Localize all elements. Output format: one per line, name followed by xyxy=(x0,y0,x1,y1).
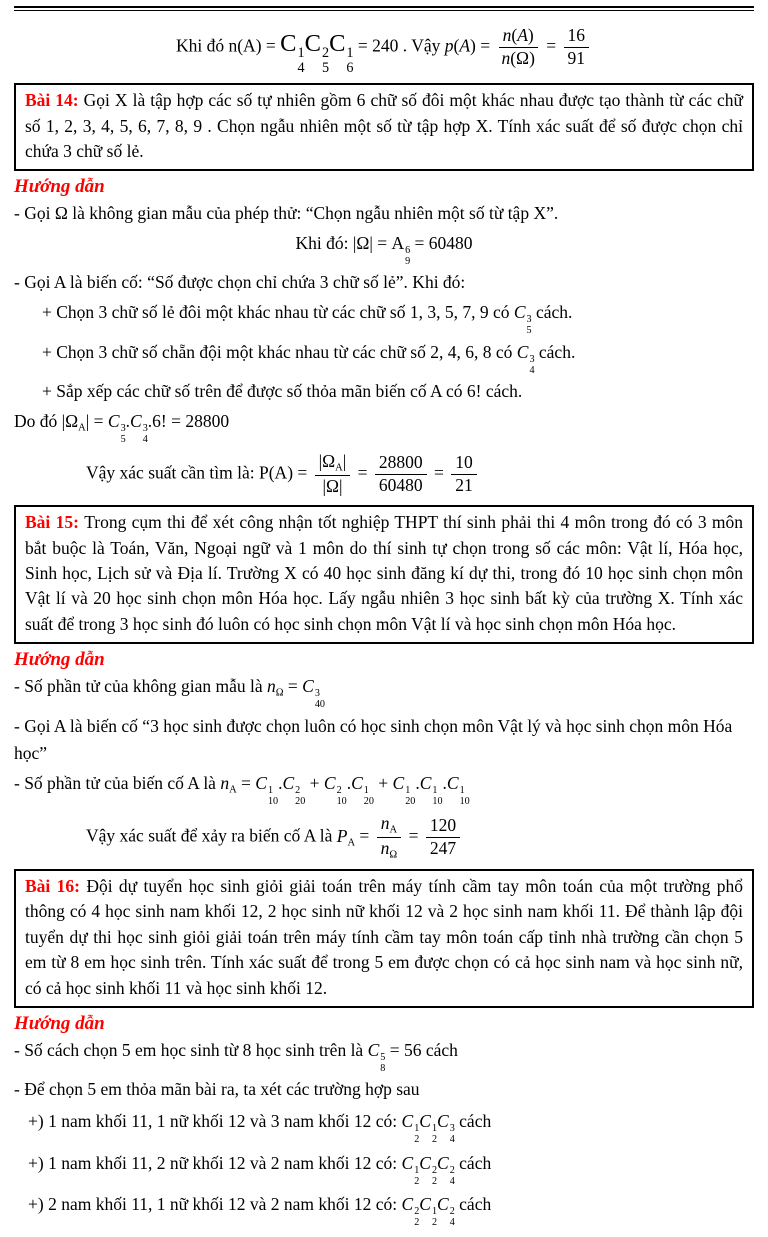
text-run: - Gọi A là biến cố “3 học sinh được chọn luôn có học sinh chọn môn Vật lý và học sinh chọn môn Hóa học” xyxy=(14,715,733,764)
text-run: 21 xyxy=(455,475,473,496)
problem-box-bai-16 xyxy=(14,869,754,1008)
fraction-denominator xyxy=(497,48,538,70)
text-run: C 3 40 xyxy=(302,676,325,710)
fraction-numerator xyxy=(315,451,351,476)
text-run: 10 xyxy=(455,452,473,473)
script-stack: 2 4 xyxy=(449,1164,455,1187)
text-run: ) = xyxy=(470,35,495,56)
script-stack: 5 8 xyxy=(380,1052,386,1074)
text-run: +) 1 nam khối 11, 1 nữ khối 12 và 3 nam khối 12 có: xyxy=(28,1111,402,1132)
fraction-numerator xyxy=(377,813,401,838)
text-run: - Để chọn 5 em thỏa mãn bài ra, ta xét các trường hợp sau xyxy=(14,1079,420,1100)
script-stack: 3 40 xyxy=(314,688,325,710)
text-run: ( xyxy=(453,35,460,56)
fraction xyxy=(426,815,460,860)
text-run: = xyxy=(404,825,423,846)
script-stack: 3 4 xyxy=(529,353,535,376)
fraction xyxy=(315,451,351,498)
fraction-denominator xyxy=(377,838,402,862)
script-stack: 1 2 xyxy=(431,1206,438,1229)
text-run: C 3 5 xyxy=(107,410,126,445)
problem-text: Đội dự tuyển học sinh giỏi giải toán trên máy tính cầm tay môn toán của một trường phổ thông có 4 học sinh nam khối 12, 2 học sinh nữ khối 12 và 2 học sinh nam khối 11. Để thành lập đội tuyển dự thi học sinh giỏi giải toán trên máy tính cầm tay môn toán cấp tỉnh nhà trường cần chọn 5 em từ 8 em học sinh trên. Tính xác suất để trong 5 em được chọn có cả học sinh nam và học sinh nữ, có cả học sinh khối 11 và học sinh khối 12. xyxy=(25,876,743,998)
text-run: $n_A$ xyxy=(220,772,237,796)
script-stack: 1 2 xyxy=(414,1164,420,1187)
text-run: cách xyxy=(454,1194,492,1215)
text-run: = xyxy=(355,825,374,846)
text-run: ) xyxy=(527,25,534,45)
problem-label: Bài 16: xyxy=(25,876,87,896)
text-run: C 3 5 xyxy=(513,302,532,337)
text-run: C 3 4 xyxy=(130,410,148,445)
text-run: C 3 4 xyxy=(516,341,535,376)
fraction-numerator xyxy=(451,452,477,475)
text-run: ) xyxy=(529,47,535,68)
text-run: + xyxy=(373,772,393,793)
text-run: p xyxy=(444,35,454,56)
text-run: cách xyxy=(454,1152,492,1173)
fraction-denominator xyxy=(375,475,427,497)
hint-14-line-4 xyxy=(14,299,754,337)
text-run: | = xyxy=(85,410,108,431)
text-run: C 2 20 xyxy=(282,772,306,807)
text-run: .6! = 28800 xyxy=(147,410,230,431)
text-run: A xyxy=(459,35,471,56)
fraction xyxy=(497,25,538,70)
fraction-denominator xyxy=(451,475,477,497)
hint-14-line-7 xyxy=(14,408,754,446)
text-run: 120 xyxy=(429,815,457,836)
text-run: + Chọn 3 chữ số chẵn đội một khác nhau từ các chữ số 2, 4, 6, 8 có xyxy=(42,341,517,362)
script-stack: 1 4 xyxy=(297,45,305,77)
script-stack: 2 2 xyxy=(414,1206,420,1229)
text-run: = xyxy=(283,676,303,696)
fraction xyxy=(564,25,590,70)
fraction-denominator xyxy=(564,48,590,70)
text-run: C 2 2 xyxy=(419,1152,438,1187)
text-run: - Gọi Ω là không gian mẫu của phép thử: “Chọn ngẫu nhiên một số từ tập X”. xyxy=(14,203,559,224)
text-run: C 1 10 xyxy=(255,772,279,807)
text-run: C 1 20 xyxy=(351,772,374,807)
hint-14-line-3 xyxy=(14,269,754,297)
hint-14-line-2 xyxy=(14,230,754,268)
text-run: = 240 . Vậy xyxy=(353,35,445,56)
text-run: Vậy xác suất để xảy ra biến cố A là xyxy=(86,825,337,846)
fraction xyxy=(451,452,477,497)
hint-15-line-3 xyxy=(14,770,754,808)
problem-label: Bài 15: xyxy=(25,512,85,533)
hint-16-line-4 xyxy=(14,1148,754,1188)
text-run: C 2 4 xyxy=(437,1152,455,1187)
script-stack: 2 2 xyxy=(431,1164,438,1187)
text-run: $|\Omega_A$ xyxy=(61,410,86,434)
text-run: - Số phần tử của không gian mẫu là xyxy=(14,676,267,696)
text-run: 16 xyxy=(567,25,586,45)
fraction-denominator xyxy=(318,476,346,498)
text-run: . xyxy=(415,772,420,793)
text-run: $P_A$ xyxy=(336,825,356,849)
text-run: + xyxy=(305,772,324,793)
text-run: $|\Omega_A$ xyxy=(318,451,343,475)
text-run: . xyxy=(442,772,447,793)
text-run: A xyxy=(517,25,528,45)
text-run: $n_\Omega$ xyxy=(380,838,398,861)
text-run: C 1 4 xyxy=(280,30,305,77)
problem-text: Trong cụm thi để xét công nhận tốt nghiệp THPT thí sinh phải thi 4 môn trong đó có 3 môn bắt buộc là Toán, Văn, Ngoại ngữ và 1 môn do thí sinh tự chọn trong số các môn: Vật lí, Hóa học, Sinh học, Lịch sử và Địa lí. Trường X có 40 học sinh đăng kí dự thi, trong đó 10 học sinh chọn môn Vật lí và 20 học sinh chọn môn Hóa học. Lấy ngẫu nhiên 3 học sinh bất kỳ của trường X. Tính xác suất để trong 3 học sinh đó luôn có học sinh chọn môn Vật lí và học sinh chọn môn Hóa học. xyxy=(25,512,743,634)
fraction-numerator xyxy=(375,452,427,475)
text-run: 28800 xyxy=(378,452,423,473)
script-stack: 1 10 xyxy=(459,785,470,807)
hint-16-line-3 xyxy=(14,1106,754,1146)
script-stack: 1 6 xyxy=(346,45,354,77)
text-run: $n_A$ xyxy=(380,813,398,837)
text-run: cách xyxy=(454,1111,492,1132)
text-run: . xyxy=(346,772,352,793)
script-stack: 1 10 xyxy=(267,785,279,807)
text-run: = xyxy=(353,462,372,483)
hint-16-line-1 xyxy=(14,1037,754,1075)
hint-14-line-1 xyxy=(14,200,754,228)
text-run: A 6 9 xyxy=(391,232,411,267)
text-run: $n_\Omega$ xyxy=(266,676,284,699)
text-run: C 1 6 xyxy=(329,30,354,77)
text-run: = 60480 xyxy=(410,232,473,253)
hint-heading-bai-15: Hướng dẫn xyxy=(14,649,105,670)
script-stack: 2 4 xyxy=(449,1206,455,1229)
fraction-numerator xyxy=(564,25,590,48)
problem-box-bai-15 xyxy=(14,505,754,644)
text-run: C 1 2 xyxy=(401,1152,420,1187)
script-stack: 3 4 xyxy=(142,423,148,445)
text-run: +) 2 nam khối 11, 1 nữ khối 12 và 2 nam khối 12 có: xyxy=(28,1194,402,1215)
text-run: cách. xyxy=(534,341,576,362)
text-run: C 1 2 xyxy=(401,1111,420,1145)
text-run: C 1 2 xyxy=(419,1111,438,1145)
script-stack: 3 5 xyxy=(526,314,532,337)
fraction-denominator xyxy=(426,838,460,860)
intro-formula xyxy=(14,25,754,76)
text-run: |Ω| xyxy=(322,476,343,497)
text-run: C 2 2 xyxy=(401,1194,420,1229)
text-run: | xyxy=(342,451,347,472)
hint-heading-bai-16: Hướng dẫn xyxy=(14,1012,105,1034)
script-stack: 2 10 xyxy=(336,785,347,807)
text-run: 60480 xyxy=(378,475,423,496)
script-stack: 3 4 xyxy=(449,1123,455,1145)
text-run: - Số cách chọn 5 em học sinh từ 8 học sinh trên là xyxy=(14,1039,368,1060)
script-stack: 1 2 xyxy=(431,1123,438,1145)
text-run: C 1 20 xyxy=(392,772,416,807)
fraction-numerator xyxy=(499,25,538,48)
problem-box-bai-14 xyxy=(14,83,754,171)
script-stack: 2 20 xyxy=(295,785,306,807)
problem-label: Bài 14: xyxy=(25,90,84,111)
text-run: + Sắp xếp các chữ số trên để được số thỏa mãn biến cố A có 6! cách. xyxy=(42,381,523,402)
text-run: Ω xyxy=(516,47,530,68)
fraction xyxy=(377,813,402,862)
text-run: - Gọi A là biến cố: “Số được chọn chỉ chứa 3 chữ số lẻ”. Khi đó: xyxy=(14,272,466,293)
text-run: = xyxy=(429,462,449,483)
text-run: C 2 4 xyxy=(437,1194,455,1229)
hint-14-line-8 xyxy=(14,451,754,498)
text-run: C 3 4 xyxy=(437,1111,455,1145)
text-run: n xyxy=(502,25,512,45)
script-stack: 1 20 xyxy=(405,785,416,807)
text-run: . xyxy=(125,410,130,431)
hint-15-line-4 xyxy=(14,813,754,862)
hint-14-line-6 xyxy=(14,378,754,406)
text-run: 91 xyxy=(567,47,586,68)
script-stack: 2 5 xyxy=(321,45,330,77)
text-run: Do đó xyxy=(14,410,62,431)
text-run: = xyxy=(236,772,256,793)
text-run: ( xyxy=(511,25,518,45)
fraction-numerator xyxy=(426,815,460,838)
hint-14-line-5 xyxy=(14,339,754,377)
text-run: Vậy xác suất cần tìm là: P(A) = xyxy=(86,462,312,483)
script-stack: 1 10 xyxy=(432,785,443,807)
text-run: Khi đó: |Ω| = xyxy=(295,232,392,253)
text-run: ( xyxy=(510,47,517,68)
text-run: n xyxy=(501,47,511,68)
text-run: cách. xyxy=(531,302,573,323)
text-run: +) 1 nam khối 11, 2 nữ khối 12 và 2 nam khối 12 có: xyxy=(28,1152,402,1173)
document-body xyxy=(14,25,754,1229)
text-run: C 1 10 xyxy=(446,772,470,807)
text-run: C 1 10 xyxy=(419,772,443,807)
script-stack: 1 2 xyxy=(414,1123,420,1145)
text-run: + Chọn 3 chữ số lẻ đôi một khác nhau từ các chữ số 1, 3, 5, 7, 9 có xyxy=(42,302,514,323)
script-stack: 3 5 xyxy=(120,423,126,445)
text-run: - Số phần tử của biến cố A là xyxy=(14,772,221,793)
text-run: 247 xyxy=(429,838,457,859)
text-run: C 2 5 xyxy=(304,30,330,77)
text-run: C 5 8 xyxy=(367,1039,386,1074)
hint-15-line-1 xyxy=(14,673,754,711)
hint-15-line-2 xyxy=(14,713,754,768)
top-rule xyxy=(14,6,754,11)
text-run: Khi đó n(A) = xyxy=(175,35,281,56)
script-stack: 6 9 xyxy=(405,245,411,267)
hint-heading-bai-14: Hướng dẫn xyxy=(14,176,105,198)
hint-16-line-2 xyxy=(14,1076,754,1104)
text-run: = 56 cách xyxy=(385,1039,458,1060)
text-run: . xyxy=(278,772,283,793)
text-run: C 1 2 xyxy=(419,1194,438,1229)
script-stack: 1 20 xyxy=(363,785,374,807)
fraction xyxy=(375,452,427,497)
text-run: = xyxy=(541,35,561,56)
hint-16-line-5 xyxy=(14,1189,754,1229)
problem-text: Gọi X là tập hợp các số tự nhiên gồm 6 chữ số đôi một khác nhau được tạo thành từ các chữ số 1, 2, 3, 4, 5, 6, 7, 8, 9 . Chọn ngẫu nhiên một số từ tập hợp X. Tính xác suất để số được chọn chỉ chứa 3 chữ số lẻ. xyxy=(25,90,743,161)
text-run: C 2 10 xyxy=(323,772,347,807)
